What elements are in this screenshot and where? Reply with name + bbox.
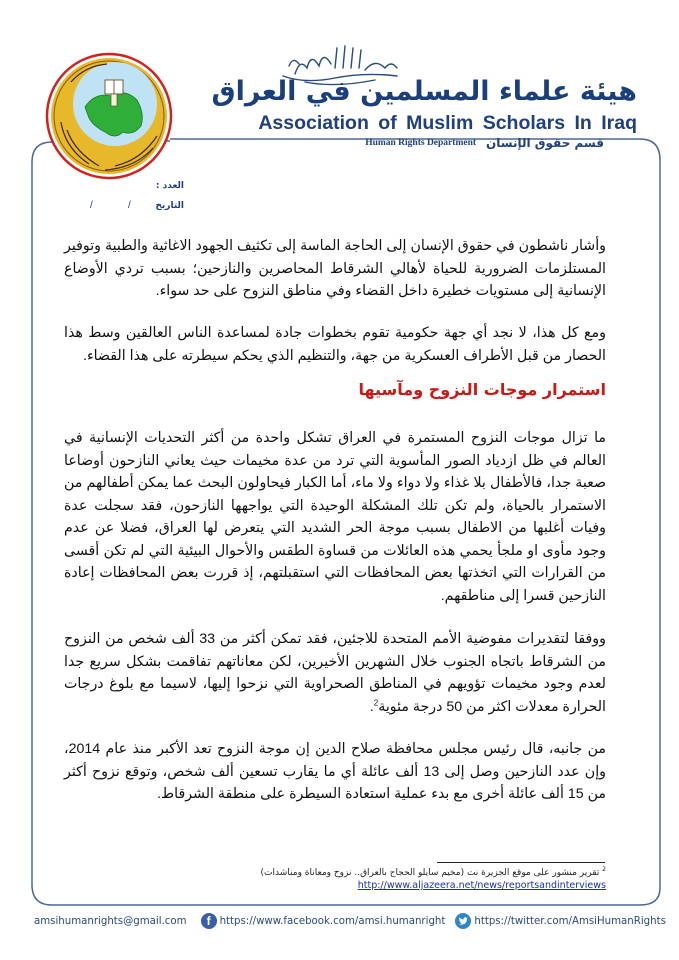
facebook-contact[interactable] [201, 913, 446, 929]
paragraph: من جانبه، قال رئيس مجلس محافظة صلاح الدين إن موجة النزوح تعد الأكبر منذ عام 2014، وإن عدد النازحين وصل إلى 13 ألف عائلة أي ما يقارب تسعين ألف شخص، وتوقع نزوح أكثر من 15 ألف عائلة أخرى مع بدء عملية استعادة السيطرة على منطقة الشرقاط. [64, 741, 606, 802]
paragraph: وأشار ناشطون في حقوق الإنسان إلى الحاجة الماسة إلى تكثيف الجهود الاغاثية والطبية وتوفير المستلزمات الضرورية للحياة لأهالي الشرقاط المحاصرين والنازحين؛ بسبب تردي الأوضاع الإنسانية إلى مستويات خطيرة داخل القضاء وفي مناطق النزوح على حد سواء. [64, 238, 606, 299]
date-separator: / [90, 200, 93, 211]
paragraph: ومع كل هذا، لا نجد أي جهة حكومية تقوم بخطوات جادة لمساعدة الناس العالقين وسط هذا الحصار من قبل الأطراف العسكرية من جهة، والتنظيم الذي يحكم سيطرته على هذا القضاء. [64, 325, 606, 364]
paragraph [64, 628, 606, 718]
department-label [365, 136, 604, 150]
department-english: Human Rights Department [365, 138, 477, 148]
org-name-arabic: هيئة علماء المسلمين في العراق [211, 76, 637, 107]
paragraph: ما تزال موجات النزوح المستمرة في العراق تشكل واحدة من أكثر التحديات الإنسانية في العالم في ظل ازدياد الصور المأسوية التي ترد من عدة مخيمات حيث يعاني النازحون أوضاعا صعبة جدا، فالأطفال بلا غذاء ولا دواء ولا ماء، أما الكبار فيحاولون البحث عما يمكن أطفالهم من الاستمرار بالحياة، ولم تكن تلك المشكلة الوحيدة التي يواجهها النازحون، فقد سجلت عدة وفيات أغلبها من الاطفال بسبب موجة الحر الشديد التي يتعرض لها العراق، فضلا عن عدم وجود مأوى او ملجأ يحمي هذه العائلات من قساوة الطقس والأحوال البيئية التي لم تكن أقسى من القرارات التي اتخذتها بعض المحافظات التي استقبلتهم، إذ قررت بعض المحافظات إعادة النازحين قسرا إلى مناطقهم. [64, 430, 606, 604]
facebook-url[interactable]: https://www.facebook.com/amsi.humanright [219, 915, 446, 927]
facebook-icon: f [201, 913, 217, 929]
footnote-number: 2 [602, 866, 606, 873]
footnote-separator [437, 862, 605, 863]
document-date-label: التاريخ [155, 201, 184, 211]
paragraph-end: . [369, 698, 374, 715]
section-heading: استمرار موجات النزوح ومآسيها [358, 380, 606, 399]
footnote [261, 866, 606, 878]
paragraph-text: ووفقا لتقديرات مفوضية الأمم المتحدة للاجئين، فقد تمكن أكثر من 33 ألف شخص من النزوح من الشرقاط باتجاه الجنوب خلال الشهرين الأخيرين، لكن معاناتهم تفاقمت بشكل سريع جدا لعدم وجود مخيمات تؤويهم في المناطق الصحراوية التي نزحوا إليها، لاسيما مع بلوغ درجات الحرارة معدلات اكثر من 50 درجة مئوية [64, 631, 606, 715]
footnote-text: تقرير منشور على موقع الجزيرة نت (مخيم سايلو الحجاج بالعراق.. نزوح ومعاناة ومناشدات) [260, 868, 600, 878]
contact-email[interactable]: amsihumanrights@gmail.com [34, 915, 187, 927]
twitter-url[interactable]: https://twitter.com/AmsiHumanRights [474, 915, 666, 927]
organization-logo [45, 52, 173, 180]
footnote-link[interactable]: http://www.aljazeera.net/news/reportsandinterviews [357, 880, 606, 891]
footer-contacts [34, 913, 666, 929]
date-separator: / [128, 200, 131, 211]
twitter-icon [455, 913, 471, 929]
footnote-reference[interactable]: 2 [373, 697, 379, 707]
org-name-english: Association of Muslim Scholars In Iraq [258, 112, 637, 134]
twitter-contact[interactable] [455, 913, 666, 929]
document-number-label: العدد : [155, 181, 184, 191]
department-arabic: قسم حقوق الإنسان [486, 136, 604, 150]
